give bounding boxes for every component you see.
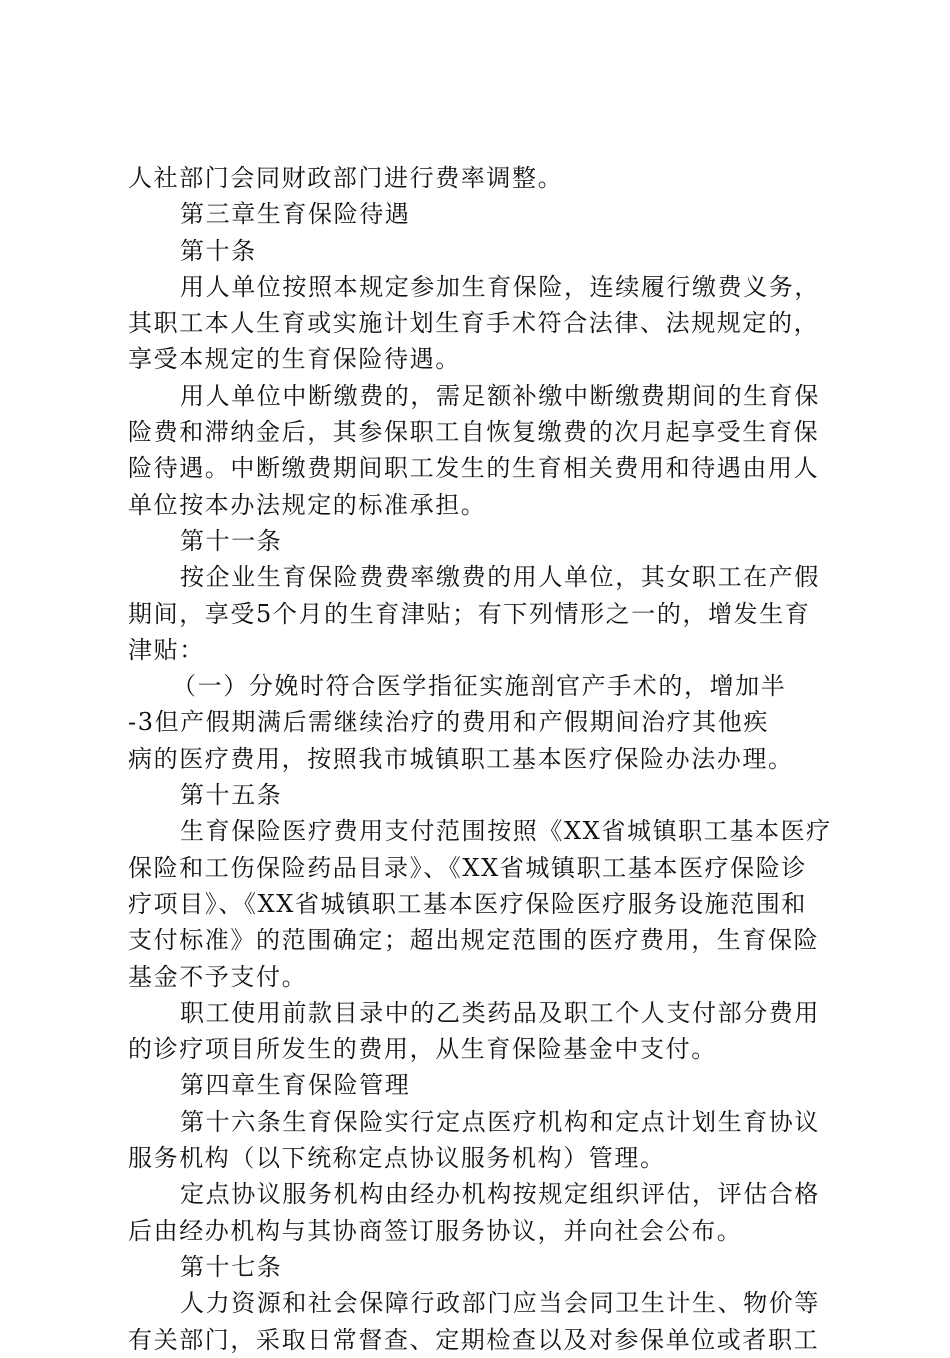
text-line: 的诊疗项目所发生的费用，从生育保险基金中支付。 (128, 1035, 717, 1064)
text-line: 按企业生育保险费费率缴费的用人单位，其女职工在产假 (180, 563, 820, 592)
text-line: 人力资源和社会保障行政部门应当会同卫生计生、物价等 (180, 1289, 820, 1318)
text-line: 基金不予支付。 (128, 962, 308, 991)
text-line: 期间，享受5个月的生育津贴；有下列情形之一的，增发生育 (128, 599, 811, 628)
text-line: 服务机构（以下统称定点协议服务机构）管理。 (128, 1144, 666, 1173)
text-line: （一）分娩时符合医学指征实施剖官产手术的，增加半 (172, 672, 787, 701)
text-line: 病的医疗费用，按照我市城镇职工基本医疗保险办法办理。 (128, 744, 794, 773)
text-line: 享受本规定的生育保险待遇。 (128, 345, 461, 374)
text-line: -3但产假期满后需继续治疗的费用和产假期间治疗其他疾 (128, 708, 769, 737)
text-line: 疗项目》、《XX省城镇职工基本医疗保险医疗服务设施范围和 (128, 889, 807, 918)
text-line: 定点协议服务机构由经办机构按规定组织评估，评估合格 (180, 1180, 820, 1209)
document-body (128, 160, 838, 1358)
article-heading: 第十七条 (180, 1252, 283, 1281)
text-line: 支付标准》的范围确定；超出规定范围的医疗费用，生育保险 (128, 926, 820, 955)
article-heading: 第十一条 (180, 526, 283, 555)
text-line: 用人单位中断缴费的，需足额补缴中断缴费期间的生育保 (180, 381, 820, 410)
text-line: 单位按本办法规定的标准承担。 (128, 490, 487, 519)
text-line: 用人单位按照本规定参加生育保险，连续履行缴费义务， (180, 272, 820, 301)
text-line: 险费和滞纳金后，其参保职工自恢复缴费的次月起享受生育保 (128, 418, 820, 447)
text-line: 生育保险医疗费用支付范围按照《XX省城镇职工基本医疗 (180, 817, 832, 846)
text-line: 保险和工伤保险药品目录》、《XX省城镇职工基本医疗保险诊 (128, 853, 807, 882)
text-line: 有关部门，采取日常督查、定期检查以及对参保单位或者职工 (128, 1325, 820, 1354)
text-line: 人社部门会同财政部门进行费率调整。 (128, 164, 564, 192)
chapter-heading: 第四章生育保险管理 (180, 1071, 411, 1100)
article-heading: 第十五条 (180, 781, 283, 810)
chapter-heading: 第三章生育保险待遇 (180, 200, 411, 229)
text-line: 职工使用前款目录中的乙类药品及职工个人支付部分费用 (180, 998, 820, 1027)
article-heading: 第十条 (180, 236, 257, 265)
text-line: 津贴： (128, 635, 205, 664)
text-line: 其职工本人生育或实施计划生育手术符合法律、法规规定的， (128, 309, 820, 338)
text-line: 险待遇。中断缴费期间职工发生的生育相关费用和待遇由用人 (128, 454, 820, 483)
text-line: 第十六条生育保险实行定点医疗机构和定点计划生育协议 (180, 1107, 820, 1136)
text-line: 后由经办机构与其协商签订服务协议，并向社会公布。 (128, 1216, 743, 1245)
